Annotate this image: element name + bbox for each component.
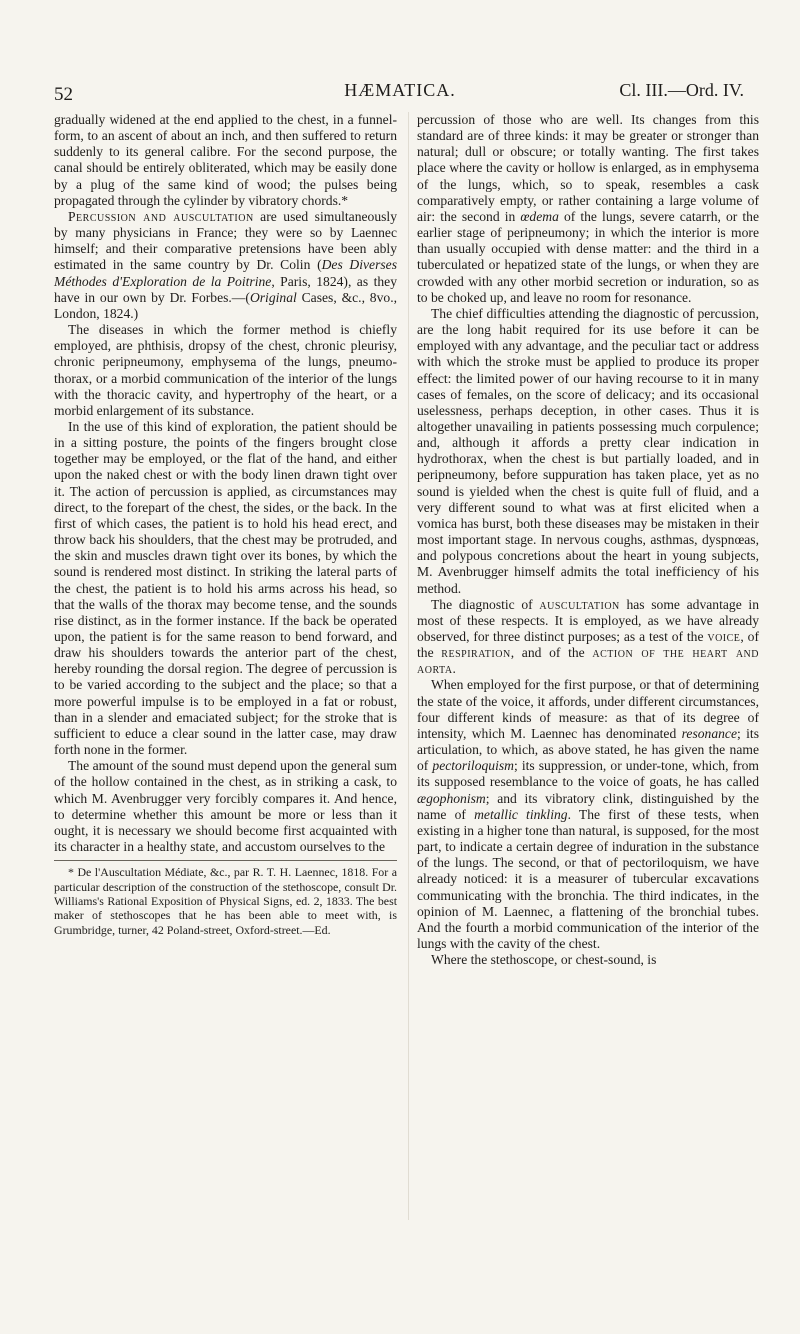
paragraph-auscultation: The diagnostic of auscultation has some advantage in most of these respects. It is employed, as we have already observed, for three distinct purposes; as a test of the voice, of the respiration, and of the action of the heart and aorta.	[417, 596, 759, 677]
paragraph: gradually widened at the end applied to the chest, in a funnel-form, to an ascent of about an inch, and then suffered to return suddenly to its general calibre. For the second purpose, the canal should be entirely obliterated, which may be easily done by a plug of the same kind of wood; the pulses being propagated through the cylinder by vibratory chords.*	[54, 112, 397, 208]
paragraph: The diseases in which the former method is chiefly employed, are phthisis, dropsy of the chest, chronic pleurisy, chronic peripneumony, emphysema of the lungs, pneumo-thorax, or a morbid communication of the interior of the lungs with the thoracic cavity, and hypertrophy of the heart, or a morbid enlargement of its substance.	[54, 322, 397, 418]
paragraph: The amount of the sound must depend upon the general sum of the hollow contained in the chest, as in striking a cask, to which M. Avenbrugger very forcibly compares it. And hence, to determine whether this amount be more or less than it ought, it is necessary we should become first acquainted with its character in a healthy state, and accustom ourselves to the	[54, 758, 397, 855]
classification-header: Cl. III.—Ord. IV.	[619, 80, 744, 100]
paragraph: When employed for the first purpose, or that of determining the state of the voice, it affords, under different circumstances, four different kinds of measure: as that of its degree of intensity, which M. Laennec has denominated resonance; its articulation, to which, as above stated, he has given the name of pectoriloquism; its suppression, or under-tone, which, from its supposed resemblance to the voice of goats, he has called ægophonism; and its vibratory clink, distinguished by the name of metallic tinkling. The first of these tests, when existing in a higher tone than natural, is supposed, for the most part, to indicate a certain degree of induration in the substance of the lungs. The second, or that of pectoriloquism, we have already noticed: it is a measurer of tubercular excavations communicating with the bronchia. The third indicates, in the opinion of M. Laennec, a flattening of the bronchial tubes. And the fourth a morbid communication of the interior of the lungs with the cavity of the chest.	[417, 677, 760, 951]
left-column	[54, 112, 397, 937]
paragraph: Where the stethoscope, or chest-sound, is	[431, 952, 657, 968]
page-number: 52	[54, 84, 73, 105]
paragraph: In the use of this kind of exploration, the patient should be in a sitting posture, the points of the fingers brought close together may be employed, or the flat of the hand, and either upon the naked chest or with the body linen drawn tight over it. The action of percussion is applied, as circumstances may direct, to the forepart of the chest, the sides, or the back. In the first of which cases, the patient is to hold his head erect, and throw back his shoulders, that the chest may be protruded, and the skin and muscles drawn tight over its bones, by which the sound is rendered most distinct. In striking the lateral parts of the chest, the patient is to hold his arms across his head, so that the walls of the thorax may become tense, and the sounds rise distinct, as in the former instance. If the back be operated upon, the patient is for the same reason to bend forward, and draw his shoulders towards the anterior part of the chest, hereby rounding the dorsal region. The degree of percussion is to be varied according to the subject and the place; so that a more powerful impulse is to be employed in a fat or robust, than in a slender and emaciated subject; for the stroke that is sufficient to educe a clear sound in the latter case, may draw forth none in the former.	[54, 418, 397, 758]
right-column	[417, 112, 759, 968]
footnote: * De l'Auscultation Médiate, &c., par R. T. H. Laennec, 1818. For a particular description of the construction of the stethoscope, consult Dr. Williams's Rational Exposition of Physical Signs, ed. 2, 1833. The best maker of stethoscopes that he has been able to meet with, is Grumbridge, turner, 42 Poland-street, Oxford-street.—Ed.	[54, 865, 397, 937]
running-title: HÆMATICA.	[344, 80, 456, 100]
paragraph: The chief difficulties attending the diagnostic of percussion, are the long habit required for its use before it can be employed with any advantage, and the peculiar tact or address with which the stroke must be applied to produce its proper effect: the limited power of our having recourse to it in many cases of females, on the score of delicacy; and its occasional uselessness, perhaps deception, in other cases. Thus it is altogether unavailing in patients possessing much corpulence; and, although it affords a pretty clear indication in hydrothorax, when the chest is but partially loaded, and in peripneumony, before suppuration has taken place, yet as no sound is yielded when the chest is quite full of fluid, and a very different sound to what was at first elicited when a vomica has burst, both these diseases may be mistaken in their most important stage. In nervous coughs, asthmas, dyspnœas, and polypous concretions about the heart in young subjects, M. Avenbrugger himself admits the total inefficiency of his method.	[417, 305, 759, 596]
paragraph-percussion: Percussion and auscultation are used simultaneously by many physicians in France; they were so by Laennec himself; and their comparative pretensions have been ably estimated in the same country by Dr. Colin (Des Diverses Méthodes d'Exploration de la Poitrine, Paris, 1824), as they have in our own by Dr. Forbes.—(Original Cases, &c., 8vo., London, 1824.)	[54, 208, 397, 321]
paragraph: percussion of those who are well. Its changes from this standard are of three kinds: it may be greater or stronger than natural; dull or obscure; or totally wanting. The first takes place where the cavity or hollow is enlarged, as in emphysema of the lungs, which, so to speak, resembles a cask comparatively empty, or rather containing a large volume of air: the second in œdema of the lungs, severe catarrh, or the earlier stage of peripneumony; in which the interior is more than usually occupied with dense matter: and the third in a tuberculated or hepatized state of the lungs, or when they are crowded with any other morbid secretion or induration, so as to be choked up, and leave no room for resonance.	[417, 112, 759, 305]
column-divider	[408, 112, 409, 1220]
footnote-rule	[54, 860, 397, 861]
